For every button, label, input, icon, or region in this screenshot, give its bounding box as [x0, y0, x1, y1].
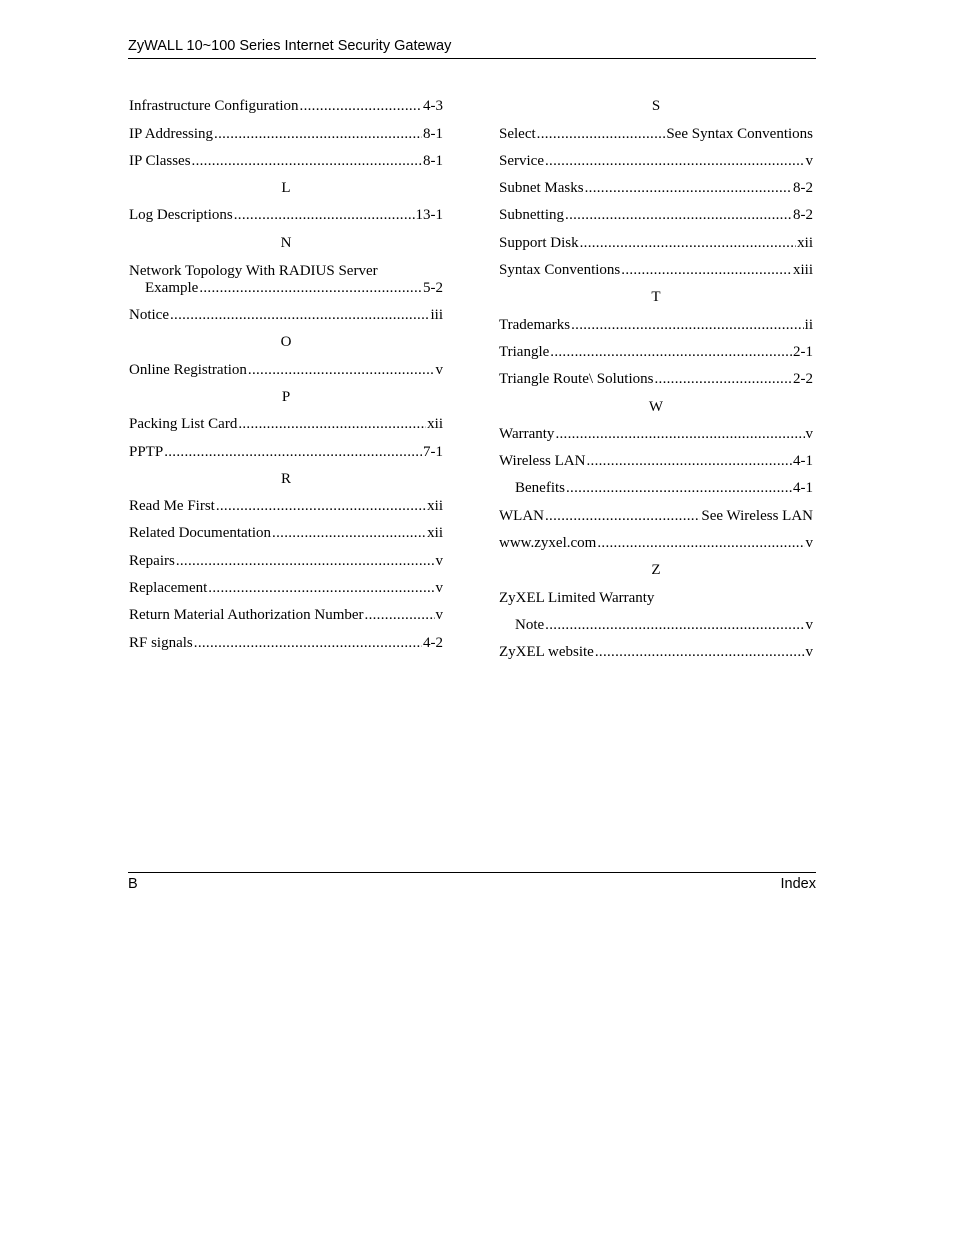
dot-leader	[585, 180, 792, 197]
index-term: Triangle Route\ Solutions	[499, 371, 654, 388]
index-page: v	[805, 616, 813, 633]
dot-leader	[164, 444, 422, 461]
index-term: IP Classes	[129, 152, 191, 169]
index-term: Subnetting	[499, 207, 565, 224]
dot-leader	[654, 371, 792, 388]
index-entry[interactable]	[499, 416, 813, 443]
index-entry[interactable]	[129, 351, 443, 378]
footer-page-number: B	[128, 876, 138, 892]
dot-leader	[550, 344, 792, 361]
dot-leader	[272, 525, 426, 542]
section-letter-l: L	[281, 180, 291, 197]
index-column-left	[129, 88, 443, 652]
dot-leader	[537, 126, 666, 143]
index-entry-network-topology[interactable]	[129, 252, 443, 297]
section-letter-w: W	[648, 398, 664, 415]
index-page: 5-2	[423, 279, 443, 296]
index-entry[interactable]	[129, 433, 443, 460]
dot-leader	[170, 307, 430, 324]
index-entry[interactable]	[129, 515, 443, 542]
index-entry[interactable]	[129, 624, 443, 651]
index-entry[interactable]	[129, 488, 443, 515]
index-term: Log Descriptions	[129, 207, 233, 224]
index-term: Packing List Card	[129, 416, 238, 433]
index-term: Read Me First	[129, 498, 215, 515]
index-term: Return Material Authorization Number	[129, 607, 364, 624]
index-term: IP Addressing	[129, 125, 214, 142]
dot-leader	[545, 508, 700, 525]
index-page: xii	[427, 525, 443, 542]
index-entry[interactable]	[499, 115, 813, 142]
index-entry[interactable]	[129, 542, 443, 569]
index-term: ZyXEL website	[499, 644, 594, 661]
index-entry[interactable]	[499, 497, 813, 524]
dot-leader	[555, 426, 804, 443]
index-page: 2-2	[793, 371, 813, 388]
index-subterm: Example	[145, 279, 199, 296]
index-entry[interactable]	[129, 570, 443, 597]
index-term: Notice	[129, 307, 169, 324]
dot-leader	[545, 153, 805, 170]
index-page: v	[805, 425, 813, 442]
index-entry[interactable]	[499, 252, 813, 279]
index-page: xiii	[792, 262, 813, 279]
index-term: Online Registration	[129, 361, 247, 378]
index-page: 4-3	[423, 98, 443, 115]
index-entry[interactable]	[129, 406, 443, 433]
index-page: 8-2	[793, 180, 813, 197]
index-entry[interactable]	[499, 170, 813, 197]
index-page: v	[805, 535, 813, 552]
index-term: Warranty	[499, 425, 555, 442]
index-term: Related Documentation	[129, 525, 272, 542]
dot-leader	[216, 498, 426, 515]
index-term: Trademarks	[499, 316, 571, 333]
index-entry[interactable]	[499, 634, 813, 661]
dot-leader	[565, 207, 792, 224]
index-page: See Wireless LAN	[701, 507, 813, 524]
index-term: ZyXEL Limited Warranty	[499, 589, 655, 606]
section-letter-s: S	[651, 98, 661, 115]
index-page: v	[805, 644, 813, 661]
index-page: 4-1	[793, 453, 813, 470]
index-page: v	[435, 580, 443, 597]
header-title: ZyWALL 10~100 Series Internet Security Gateway	[128, 38, 452, 54]
index-page: 4-2	[423, 634, 443, 651]
index-page: 8-2	[793, 207, 813, 224]
index-page: 7-1	[423, 443, 443, 460]
index-term: PPTP	[129, 443, 164, 460]
dot-leader	[194, 635, 422, 652]
index-term: Syntax Conventions	[499, 262, 621, 279]
section-letter-n: N	[280, 234, 292, 251]
dot-leader	[234, 207, 415, 224]
index-entry[interactable]	[129, 115, 443, 142]
index-page: iii	[430, 307, 443, 324]
section-letter-r: R	[280, 470, 291, 487]
index-page: 8-1	[423, 152, 443, 169]
index-term: RF signals	[129, 634, 193, 651]
index-page: v	[435, 361, 443, 378]
index-term: Triangle	[499, 343, 550, 360]
index-term: WLAN	[499, 507, 544, 524]
index-term: Repairs	[129, 552, 175, 569]
index-term: Support Disk	[499, 234, 579, 251]
dot-leader	[595, 644, 805, 661]
index-term: Note	[515, 616, 545, 633]
page-footer	[128, 872, 816, 892]
index-page: xii	[427, 416, 443, 433]
index-term: Select	[499, 125, 536, 142]
dot-leader	[545, 617, 804, 634]
index-page: v	[435, 552, 443, 569]
index-entry[interactable]	[499, 334, 813, 361]
dot-leader	[571, 317, 804, 334]
index-entry[interactable]	[129, 143, 443, 170]
index-entry[interactable]	[499, 579, 813, 606]
index-term: Wireless LAN	[499, 453, 586, 470]
dot-leader	[597, 535, 804, 552]
page-header	[128, 37, 816, 59]
index-entry[interactable]	[129, 297, 443, 324]
index-entry[interactable]	[129, 597, 443, 624]
index-entry[interactable]	[499, 361, 813, 388]
dot-leader	[192, 153, 422, 170]
index-page: 8-1	[423, 125, 443, 142]
index-term: Infrastructure Configuration	[129, 98, 299, 115]
index-term: Network Topology With RADIUS Server	[129, 262, 378, 279]
index-term: Subnet Masks	[499, 180, 584, 197]
dot-leader	[566, 480, 792, 497]
index-term: Benefits	[515, 480, 565, 497]
section-letter-o: O	[280, 334, 292, 351]
index-page: v	[435, 607, 443, 624]
dot-leader	[176, 553, 435, 570]
dot-leader	[586, 453, 792, 470]
index-page: 13-1	[415, 207, 443, 224]
section-letter-p: P	[281, 388, 291, 405]
index-page: 2-1	[793, 343, 813, 360]
section-letter-z: Z	[651, 562, 661, 579]
index-entry[interactable]	[499, 143, 813, 170]
index-page: See Syntax Conventions	[666, 125, 813, 142]
index-page: ii	[804, 316, 813, 333]
index-term: Service	[499, 152, 544, 169]
dot-leader	[300, 98, 422, 115]
dot-leader	[238, 416, 426, 433]
index-page: xii	[797, 234, 813, 251]
section-letter-t: T	[651, 289, 661, 306]
index-page: xii	[427, 498, 443, 515]
index-page: 4-1	[793, 480, 813, 497]
index-term: Replacement	[129, 580, 208, 597]
index-subentry[interactable]	[499, 470, 813, 497]
dot-leader	[365, 607, 435, 624]
index-entry[interactable]	[499, 197, 813, 224]
dot-leader	[208, 580, 434, 597]
dot-leader	[214, 126, 422, 143]
index-entry[interactable]	[499, 443, 813, 470]
footer-section: Index	[780, 876, 816, 892]
index-page: v	[805, 152, 813, 169]
index-entry[interactable]	[499, 525, 813, 552]
index-entry[interactable]	[499, 306, 813, 333]
index-entry[interactable]	[129, 197, 443, 224]
index-entry[interactable]	[129, 88, 443, 115]
dot-leader	[621, 262, 792, 279]
index-entry[interactable]	[499, 224, 813, 251]
dot-leader	[580, 235, 797, 252]
dot-leader	[199, 280, 422, 297]
dot-leader	[248, 362, 435, 379]
index-term: www.zyxel.com	[499, 535, 597, 552]
index-subentry[interactable]	[499, 607, 813, 634]
index-column-right	[499, 88, 813, 661]
